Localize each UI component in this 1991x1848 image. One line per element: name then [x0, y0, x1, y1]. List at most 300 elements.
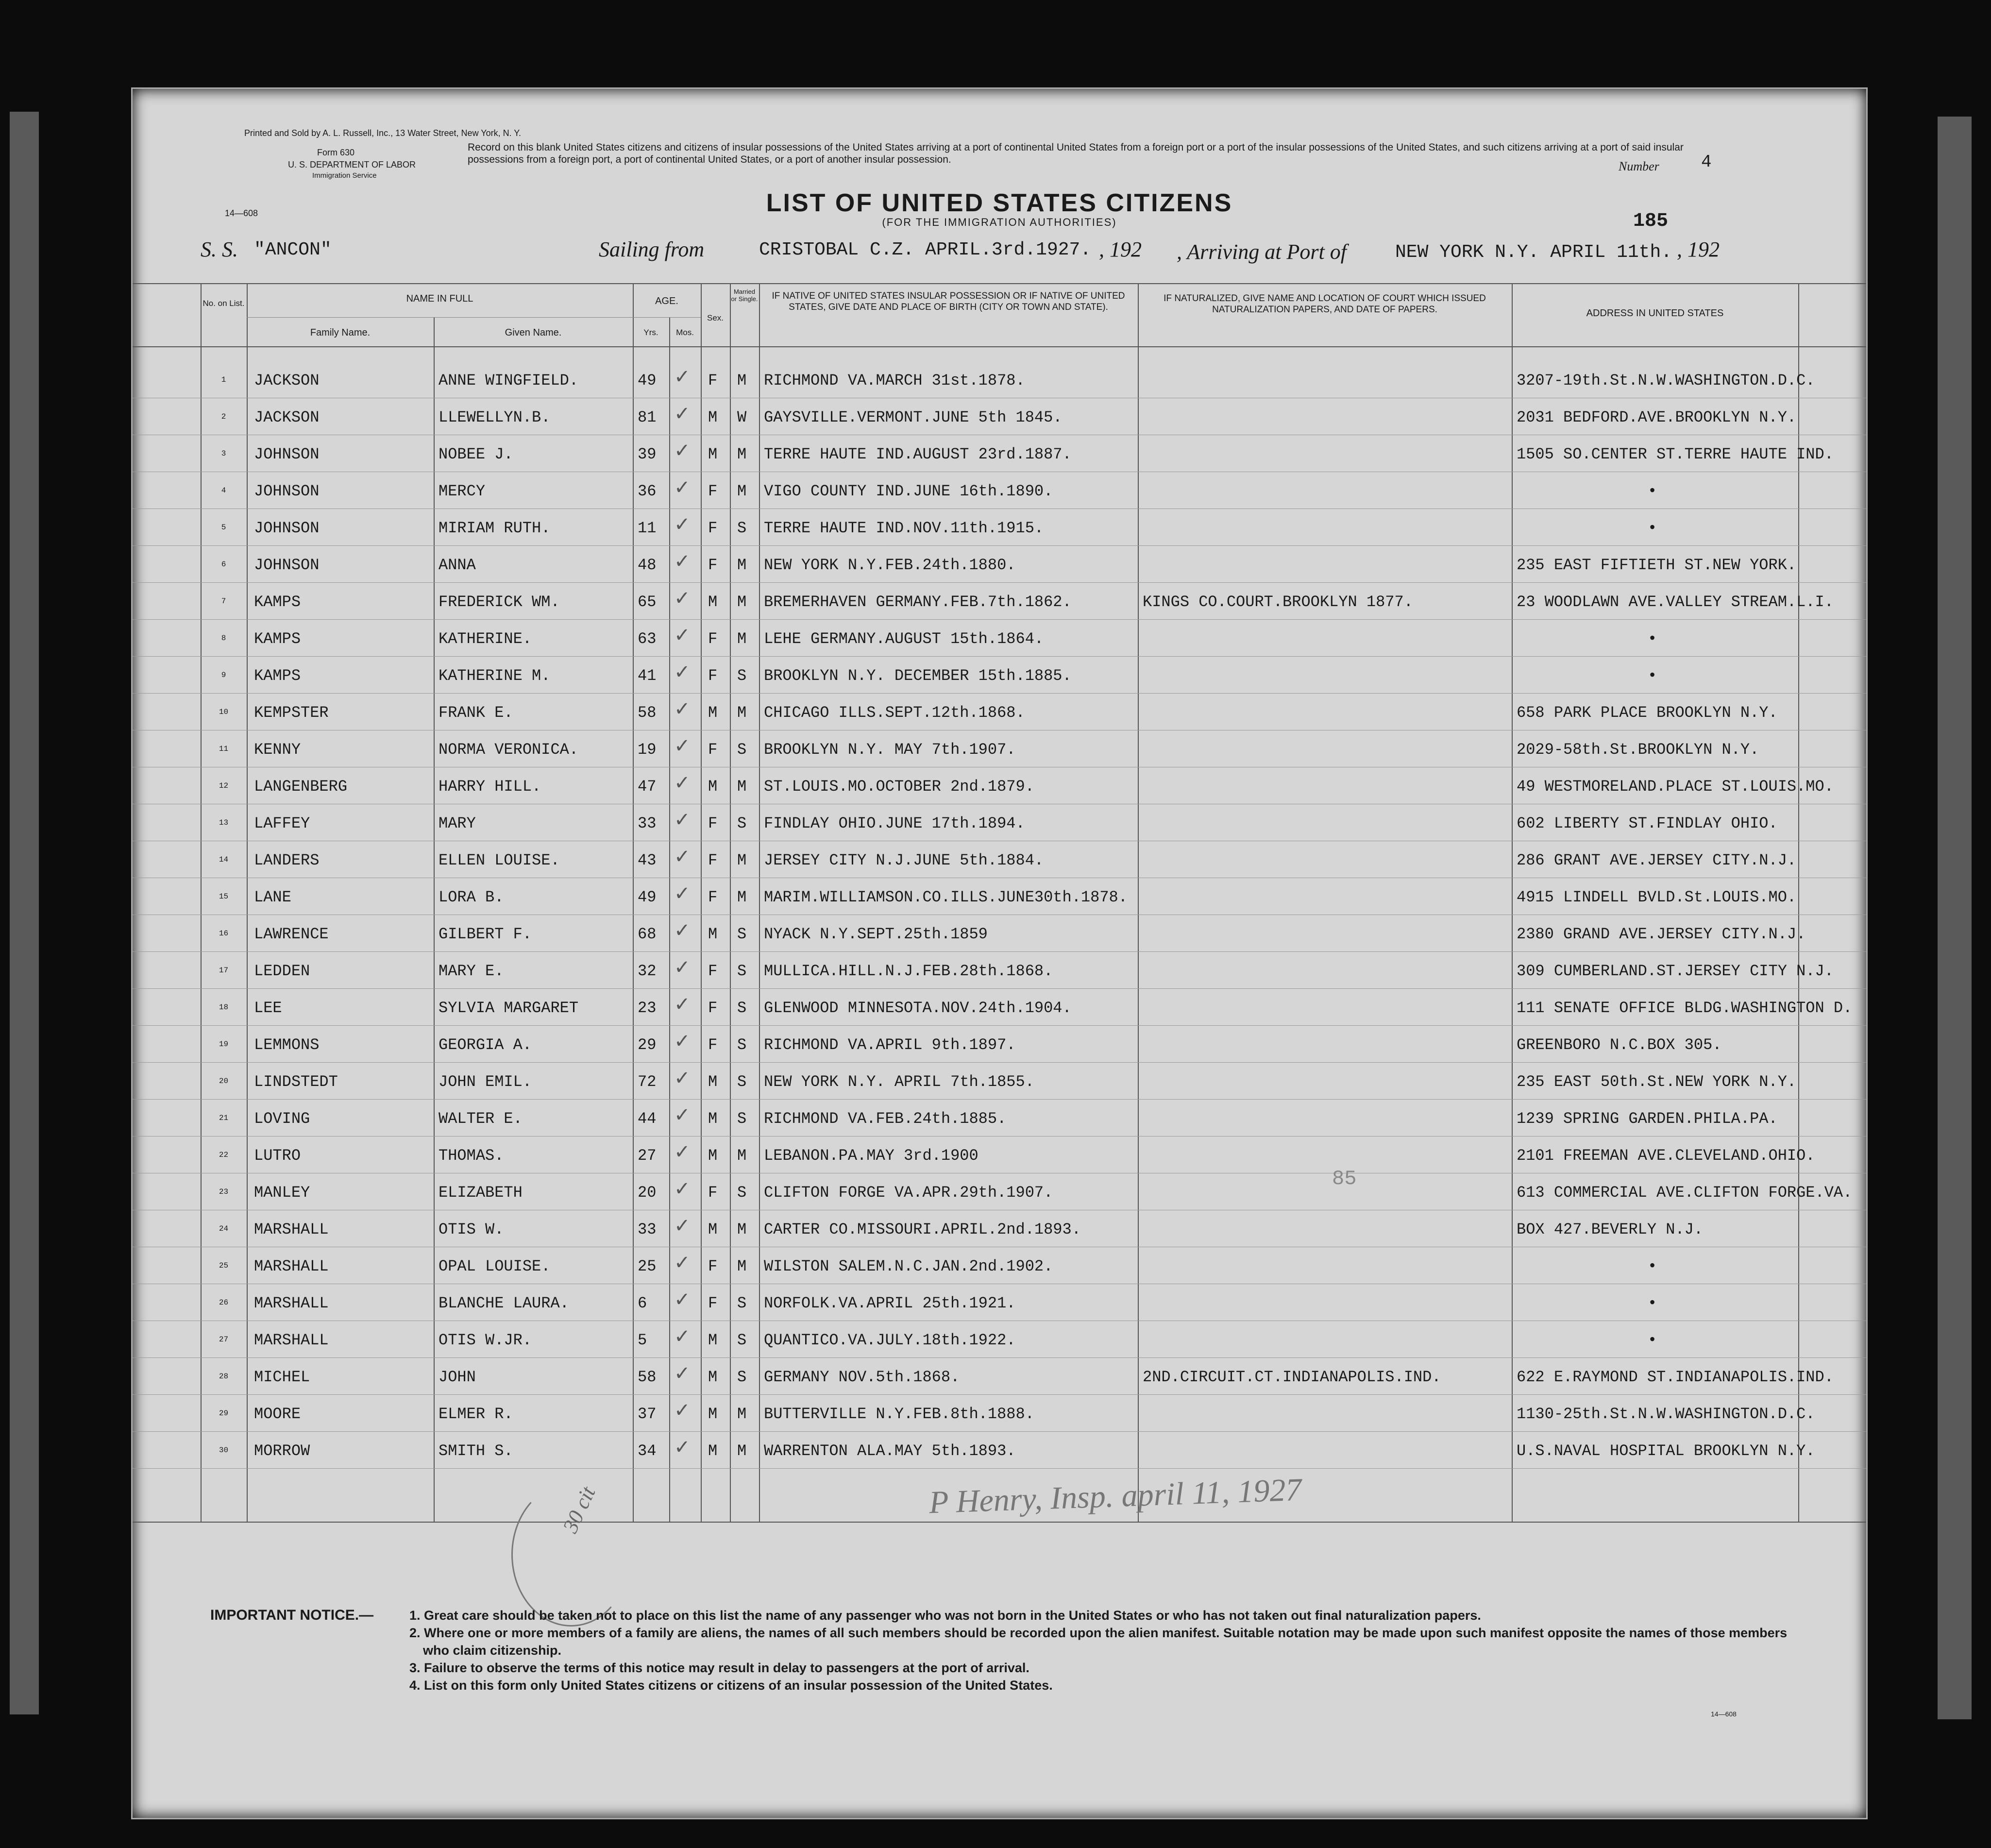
- cell-sex: F: [708, 962, 718, 980]
- cell-age: 11: [638, 519, 657, 537]
- table-row: [133, 1357, 1866, 1395]
- cell-ms: M: [737, 1221, 747, 1238]
- cell-sex: M: [708, 593, 718, 611]
- form-number: Form 630: [317, 148, 355, 157]
- cell-family: MARSHALL: [254, 1257, 329, 1275]
- table-row: [133, 1210, 1866, 1247]
- cell-birth: CARTER CO.MISSOURI.APRIL.2nd.1893.: [764, 1221, 1081, 1238]
- cell-ms: S: [737, 1036, 747, 1054]
- header-bottom-rule: [133, 346, 1866, 347]
- cell-sex: M: [708, 1405, 718, 1423]
- footer-code: 14—608: [1711, 1710, 1737, 1718]
- printer-line: Printed and Sold by A. L. Russell, Inc., 13 Water Street, New York, N. Y.: [244, 128, 521, 138]
- header-family-name: Family Name.: [310, 327, 371, 338]
- checkmark-icon: ✓: [674, 366, 691, 388]
- cell-given: ANNE WINGFIELD.: [439, 372, 579, 390]
- cell-age: 58: [638, 704, 657, 722]
- cell-addr: 3207-19th.St.N.W.WASHINGTON.D.C.: [1517, 372, 1815, 390]
- cell-addr: •: [1648, 482, 1657, 500]
- table-row: [133, 1394, 1866, 1432]
- header-mos: Mos.: [676, 328, 694, 337]
- cell-ms: M: [737, 630, 747, 648]
- checkmark-icon: ✓: [674, 809, 691, 831]
- cell-addr: •: [1648, 1294, 1657, 1312]
- cell-family: MICHEL: [254, 1368, 310, 1386]
- cell-given: THOMAS.: [439, 1147, 504, 1165]
- cell-birth: BREMERHAVEN GERMANY.FEB.7th.1862.: [764, 593, 1072, 611]
- cell-ms: M: [737, 1405, 747, 1423]
- cell-age: 36: [638, 482, 657, 500]
- cell-age: 6: [638, 1294, 647, 1312]
- header-yrs: Yrs.: [643, 328, 658, 337]
- cell-given: BLANCHE LAURA.: [439, 1294, 569, 1312]
- cell-ms: M: [737, 1257, 747, 1275]
- cell-sex: M: [708, 1331, 718, 1349]
- cell-ms: M: [737, 778, 747, 796]
- cell-birth: TERRE HAUTE IND.NOV.11th.1915.: [764, 519, 1044, 537]
- cell-birth: NORFOLK.VA.APRIL 25th.1921.: [764, 1294, 1016, 1312]
- passenger-table-body: [133, 361, 1866, 1492]
- document-subtitle: (FOR THE IMMIGRATION AUTHORITIES): [882, 216, 1117, 228]
- cell-addr: 309 CUMBERLAND.ST.JERSEY CITY N.J.: [1517, 962, 1834, 980]
- cell-given: MIRIAM RUTH.: [439, 519, 551, 537]
- checkmark-icon: ✓: [674, 956, 691, 979]
- cell-sex: M: [708, 925, 718, 943]
- table-row: [133, 509, 1866, 546]
- cell-birth: JERSEY CITY N.J.JUNE 5th.1884.: [764, 851, 1044, 869]
- cell-given: ELMER R.: [439, 1405, 513, 1423]
- cell-no: 7: [221, 597, 226, 606]
- cell-family: JOHNSON: [254, 556, 320, 574]
- cell-addr: 622 E.RAYMOND ST.INDIANAPOLIS.IND.: [1517, 1368, 1834, 1386]
- right-page-edge: [1938, 117, 1972, 1719]
- cell-sex: F: [708, 888, 718, 906]
- cell-sex: F: [708, 556, 718, 574]
- cell-age: 68: [638, 925, 657, 943]
- cell-birth: RICHMOND VA.MARCH 31st.1878.: [764, 372, 1025, 390]
- table-row: [133, 878, 1866, 915]
- name-subrule: [247, 317, 633, 318]
- cell-family: LANE: [254, 888, 291, 906]
- notice-item-3: 3. Failure to observe the terms of this notice may result in delay to passengers at the port of arrival.: [409, 1661, 1029, 1675]
- cell-sex: M: [708, 704, 718, 722]
- cell-addr: 235 EAST FIFTIETH ST.NEW YORK.: [1517, 556, 1797, 574]
- cell-ms: S: [737, 1184, 747, 1202]
- page-number: 185: [1633, 210, 1669, 232]
- cell-no: 27: [219, 1335, 229, 1344]
- table-row: [133, 1025, 1866, 1063]
- cell-birth: BROOKLYN N.Y. MAY 7th.1907.: [764, 741, 1016, 759]
- checkmark-icon: ✓: [674, 1215, 691, 1237]
- cell-age: 81: [638, 408, 657, 426]
- cell-age: 19: [638, 741, 657, 759]
- cell-no: 18: [219, 1003, 229, 1012]
- cell-family: LUTRO: [254, 1147, 301, 1165]
- cell-addr: 1130-25th.St.N.W.WASHINGTON.D.C.: [1517, 1405, 1815, 1423]
- cell-addr: 613 COMMERCIAL AVE.CLIFTON FORGE.VA.: [1517, 1184, 1853, 1202]
- cell-no: 30: [219, 1446, 229, 1455]
- cell-birth: NYACK N.Y.SEPT.25th.1859: [764, 925, 988, 943]
- cell-birth: LEBANON.PA.MAY 3rd.1900: [764, 1147, 979, 1165]
- header-no: No. on List.: [202, 299, 245, 308]
- cell-birth: NEW YORK N.Y.FEB.24th.1880.: [764, 556, 1016, 574]
- manifest-sheet: [131, 87, 1868, 1819]
- checkmark-icon: ✓: [674, 1362, 691, 1385]
- checkmark-icon: ✓: [674, 587, 691, 610]
- cell-age: 48: [638, 556, 657, 574]
- cell-sex: M: [708, 778, 718, 796]
- checkmark-icon: ✓: [674, 624, 691, 646]
- cell-given: ELLEN LOUISE.: [439, 851, 560, 869]
- cell-family: JOHNSON: [254, 482, 320, 500]
- cell-no: 5: [221, 523, 226, 532]
- cell-family: LINDSTEDT: [254, 1073, 338, 1091]
- cell-family: LAWRENCE: [254, 925, 329, 943]
- table-row: [133, 1173, 1866, 1210]
- cell-sex: M: [708, 1073, 718, 1091]
- cell-sex: M: [708, 1110, 718, 1128]
- cell-addr: •: [1648, 1257, 1657, 1275]
- cell-age: 32: [638, 962, 657, 980]
- cell-family: KENNY: [254, 741, 301, 759]
- left-page-edge: [10, 112, 39, 1714]
- cell-addr: 1505 SO.CENTER ST.TERRE HAUTE IND.: [1517, 445, 1834, 463]
- cell-age: 37: [638, 1405, 657, 1423]
- margin-note-bracket: [511, 1483, 631, 1627]
- cell-no: 16: [219, 929, 229, 938]
- cell-birth: RICHMOND VA.APRIL 9th.1897.: [764, 1036, 1016, 1054]
- cell-birth: WILSTON SALEM.N.C.JAN.2nd.1902.: [764, 1257, 1053, 1275]
- table-row: [133, 619, 1866, 657]
- cell-no: 20: [219, 1077, 229, 1085]
- checkmark-icon: ✓: [674, 1141, 691, 1163]
- cell-given: OPAL LOUISE.: [439, 1257, 551, 1275]
- cell-given: JOHN: [439, 1368, 476, 1386]
- cell-no: 21: [219, 1114, 229, 1122]
- cell-given: HARRY HILL.: [439, 778, 541, 796]
- cell-sex: F: [708, 667, 718, 685]
- cell-family: LEDDEN: [254, 962, 310, 980]
- table-row: [133, 730, 1866, 767]
- cell-given: MERCY: [439, 482, 486, 500]
- cell-no: 12: [219, 781, 229, 790]
- cell-family: JACKSON: [254, 408, 320, 426]
- cell-no: 29: [219, 1409, 229, 1418]
- table-row: [133, 361, 1866, 398]
- cell-age: 27: [638, 1147, 657, 1165]
- table-row: [133, 1247, 1866, 1284]
- table-top-rule: [133, 283, 1866, 284]
- notice-label: IMPORTANT NOTICE.—: [210, 1607, 374, 1623]
- cell-addr: 4915 LINDELL BVLD.St.LOUIS.MO.: [1517, 888, 1797, 906]
- cell-no: 6: [221, 560, 226, 569]
- cell-family: LOVING: [254, 1110, 310, 1128]
- sailing-label: Sailing from: [599, 237, 705, 261]
- checkmark-icon: ✓: [674, 1289, 691, 1311]
- cell-family: MARSHALL: [254, 1331, 329, 1349]
- table-row: [133, 841, 1866, 878]
- cell-given: LORA B.: [439, 888, 504, 906]
- checkmark-icon: ✓: [674, 1030, 691, 1052]
- checkmark-icon: ✓: [674, 882, 691, 905]
- cell-given: ELIZABETH: [439, 1184, 523, 1202]
- table-bottom-rule: [133, 1522, 1866, 1523]
- cell-no: 1: [221, 375, 226, 384]
- cell-addr: U.S.NAVAL HOSPITAL BROOKLYN N.Y.: [1517, 1442, 1815, 1460]
- inspector-signature: P Henry, Insp. april 11, 1927: [928, 1472, 1302, 1521]
- cell-ms: M: [737, 593, 747, 611]
- notice-item-4: 4. List on this form only United States citizens or citizens of an insular possession of the United States.: [409, 1678, 1053, 1693]
- cell-given: GILBERT F.: [439, 925, 532, 943]
- cell-no: 13: [219, 818, 229, 827]
- cell-no: 23: [219, 1187, 229, 1196]
- cell-family: LANDERS: [254, 851, 320, 869]
- cell-given: OTIS W.JR.: [439, 1331, 532, 1349]
- table-row: [133, 435, 1866, 472]
- cell-ms: M: [737, 556, 747, 574]
- cell-addr: 602 LIBERTY ST.FINDLAY OHIO.: [1517, 814, 1778, 832]
- cell-addr: 1239 SPRING GARDEN.PHILA.PA.: [1517, 1110, 1778, 1128]
- checkmark-icon: ✓: [674, 772, 691, 794]
- cell-no: 25: [219, 1261, 229, 1270]
- table-row: [133, 656, 1866, 694]
- age-subrule: [633, 317, 701, 318]
- cell-sex: F: [708, 630, 718, 648]
- cell-family: LEMMONS: [254, 1036, 320, 1054]
- header-given-name: Given Name.: [505, 327, 562, 338]
- cell-family: LAFFEY: [254, 814, 310, 832]
- cell-family: MARSHALL: [254, 1294, 329, 1312]
- cell-no: 15: [219, 892, 229, 901]
- cell-birth: FINDLAY OHIO.JUNE 17th.1894.: [764, 814, 1025, 832]
- cell-birth: GAYSVILLE.VERMONT.JUNE 5th 1845.: [764, 408, 1063, 426]
- checkmark-icon: ✓: [674, 661, 691, 683]
- cell-no: 4: [221, 486, 226, 495]
- cell-ms: S: [737, 1294, 747, 1312]
- header-naturalized: IF NATURALIZED, GIVE NAME AND LOCATION OF COURT WHICH ISSUED NATURALIZATION PAPERS, AND DATE OF PAPERS.: [1164, 293, 1486, 315]
- cell-birth: TERRE HAUTE IND.AUGUST 23rd.1887.: [764, 445, 1072, 463]
- table-row: [133, 951, 1866, 989]
- cell-sex: M: [708, 1368, 718, 1386]
- cell-addr: 286 GRANT AVE.JERSEY CITY.N.J.: [1517, 851, 1797, 869]
- table-row: [133, 1099, 1866, 1136]
- sailing-value: CRISTOBAL C.Z. APRIL.3rd.1927.: [759, 239, 1092, 260]
- checkmark-icon: ✓: [674, 403, 691, 425]
- cell-age: 65: [638, 593, 657, 611]
- table-row: [133, 1431, 1866, 1469]
- cell-addr: 2380 GRAND AVE.JERSEY CITY.N.J.: [1517, 925, 1806, 943]
- cell-family: JOHNSON: [254, 519, 320, 537]
- cell-sex: M: [708, 445, 718, 463]
- cell-age: 20: [638, 1184, 657, 1202]
- cell-ms: M: [737, 1147, 747, 1165]
- cell-given: JOHN EMIL.: [439, 1073, 532, 1091]
- table-row: [133, 1321, 1866, 1358]
- cell-age: 23: [638, 999, 657, 1017]
- cell-no: 10: [219, 708, 229, 716]
- cell-no: 26: [219, 1298, 229, 1307]
- table-row: [133, 545, 1866, 583]
- cell-sex: F: [708, 1184, 718, 1202]
- cell-given: SMITH S.: [439, 1442, 513, 1460]
- cell-given: SYLVIA MARGARET: [439, 999, 579, 1017]
- cell-sex: F: [708, 372, 718, 390]
- cell-addr: •: [1648, 1331, 1657, 1349]
- checkmark-icon: ✓: [674, 1104, 691, 1126]
- checkmark-icon: ✓: [674, 735, 691, 757]
- cell-age: 49: [638, 372, 657, 390]
- cell-age: 29: [638, 1036, 657, 1054]
- cell-birth: GLENWOOD MINNESOTA.NOV.24th.1904.: [764, 999, 1072, 1017]
- cell-birth: MULLICA.HILL.N.J.FEB.28th.1868.: [764, 962, 1053, 980]
- cell-family: KEMPSTER: [254, 704, 329, 722]
- table-row: [133, 693, 1866, 730]
- cell-given: KATHERINE.: [439, 630, 532, 648]
- cell-ms: M: [737, 851, 747, 869]
- cell-no: 3: [221, 449, 226, 458]
- table-row: [133, 915, 1866, 952]
- cell-sex: F: [708, 482, 718, 500]
- cell-birth: RICHMOND VA.FEB.24th.1885.: [764, 1110, 1007, 1128]
- cell-addr: 2029-58th.St.BROOKLYN N.Y.: [1517, 741, 1759, 759]
- checkmark-icon: ✓: [674, 1067, 691, 1089]
- checkmark-icon: ✓: [674, 550, 691, 573]
- year-field-1: , 192: [1099, 237, 1142, 261]
- cell-given: ANNA: [439, 556, 476, 574]
- cell-age: 58: [638, 1368, 657, 1386]
- cell-birth: ST.LOUIS.MO.OCTOBER 2nd.1879.: [764, 778, 1034, 796]
- cell-ms: S: [737, 741, 747, 759]
- header-birthplace: IF NATIVE OF UNITED STATES INSULAR POSSESSION OR IF NATIVE OF UNITED STATES, GIVE DATE AND PLACE OF BIRTH (CITY OR TOWN AND STATE).: [772, 291, 1125, 312]
- cell-birth: BUTTERVILLE N.Y.FEB.8th.1888.: [764, 1405, 1034, 1423]
- cell-given: WALTER E.: [439, 1110, 523, 1128]
- cell-given: LLEWELLYN.B.: [439, 408, 551, 426]
- cell-birth: CLIFTON FORGE VA.APR.29th.1907.: [764, 1184, 1053, 1202]
- cell-no: 14: [219, 855, 229, 864]
- cell-nat: 2ND.CIRCUIT.CT.INDIANAPOLIS.IND.: [1143, 1368, 1441, 1386]
- table-row: [133, 804, 1866, 841]
- cell-addr: GREENBORO N.C.BOX 305.: [1517, 1036, 1722, 1054]
- cell-sex: F: [708, 1294, 718, 1312]
- cell-sex: F: [708, 1257, 718, 1275]
- cell-given: FRANK E.: [439, 704, 513, 722]
- cell-nat: KINGS CO.COURT.BROOKLYN 1877.: [1143, 593, 1413, 611]
- checkmark-icon: ✓: [674, 1399, 691, 1422]
- cell-ms: M: [737, 1442, 747, 1460]
- form-code: 14—608: [225, 208, 258, 218]
- checkmark-icon: ✓: [674, 1325, 691, 1348]
- cell-ms: S: [737, 1073, 747, 1091]
- cell-no: 24: [219, 1224, 229, 1233]
- cell-no: 2: [221, 412, 226, 421]
- cell-sex: M: [708, 408, 718, 426]
- cell-ms: S: [737, 1331, 747, 1349]
- stamp-mark: 85: [1332, 1167, 1357, 1190]
- cell-family: LANGENBERG: [254, 778, 348, 796]
- cell-addr: •: [1648, 630, 1657, 648]
- cell-family: LEE: [254, 999, 282, 1017]
- cell-sex: F: [708, 814, 718, 832]
- number-value: 4: [1701, 152, 1712, 172]
- arriving-label: , Arriving at Port of: [1177, 240, 1347, 264]
- cell-ms: S: [737, 1110, 747, 1128]
- checkmark-icon: ✓: [674, 993, 691, 1016]
- cell-birth: QUANTICO.VA.JULY.18th.1922.: [764, 1331, 1016, 1349]
- cell-sex: F: [708, 851, 718, 869]
- cell-no: 28: [219, 1372, 229, 1381]
- table-row: [133, 767, 1866, 804]
- cell-ms: S: [737, 519, 747, 537]
- cell-ms: S: [737, 1368, 747, 1386]
- cell-ms: S: [737, 999, 747, 1017]
- cell-age: 25: [638, 1257, 657, 1275]
- cell-sex: M: [708, 1221, 718, 1238]
- cell-addr: 2101 FREEMAN AVE.CLEVELAND.OHIO.: [1517, 1147, 1815, 1165]
- margin-note-30-cit: 30 cit: [558, 1483, 600, 1537]
- cell-given: NORMA VERONICA.: [439, 741, 579, 759]
- cell-no: 11: [219, 745, 229, 753]
- cell-family: KAMPS: [254, 667, 301, 685]
- table-row: [133, 582, 1866, 620]
- checkmark-icon: ✓: [674, 513, 691, 536]
- header-sex: Sex.: [707, 313, 724, 322]
- table-row: [133, 398, 1866, 435]
- cell-no: 19: [219, 1040, 229, 1049]
- cell-age: 39: [638, 445, 657, 463]
- cell-addr: 49 WESTMORELAND.PLACE ST.LOUIS.MO.: [1517, 778, 1834, 796]
- cell-given: FREDERICK WM.: [439, 593, 560, 611]
- cell-ms: M: [737, 704, 747, 722]
- year-field-2: , 192: [1677, 237, 1720, 261]
- cell-family: JACKSON: [254, 372, 320, 390]
- checkmark-icon: ✓: [674, 846, 691, 868]
- cell-family: KAMPS: [254, 630, 301, 648]
- cell-ms: W: [737, 408, 747, 426]
- ship-name: "ANCON": [254, 239, 332, 260]
- cell-age: 5: [638, 1331, 647, 1349]
- cell-family: JOHNSON: [254, 445, 320, 463]
- cell-sex: F: [708, 741, 718, 759]
- cell-ms: S: [737, 925, 747, 943]
- cell-given: MARY: [439, 814, 476, 832]
- cell-no: 17: [219, 966, 229, 975]
- cell-given: KATHERINE M.: [439, 667, 551, 685]
- cell-age: 33: [638, 814, 657, 832]
- cell-addr: 111 SENATE OFFICE BLDG.WASHINGTON D.: [1517, 999, 1853, 1017]
- cell-birth: NEW YORK N.Y. APRIL 7th.1855.: [764, 1073, 1034, 1091]
- cell-age: 47: [638, 778, 657, 796]
- ship-label: S. S.: [201, 237, 238, 261]
- cell-no: 22: [219, 1151, 229, 1159]
- header-address: ADDRESS IN UNITED STATES: [1586, 308, 1724, 319]
- cell-birth: WARRENTON ALA.MAY 5th.1893.: [764, 1442, 1016, 1460]
- cell-addr: 235 EAST 50th.St.NEW YORK N.Y.: [1517, 1073, 1797, 1091]
- cell-age: 33: [638, 1221, 657, 1238]
- cell-no: 8: [221, 634, 226, 643]
- cell-family: MOORE: [254, 1405, 301, 1423]
- cell-family: MANLEY: [254, 1184, 310, 1202]
- cell-no: 9: [221, 671, 226, 679]
- cell-addr: 658 PARK PLACE BROOKLYN N.Y.: [1517, 704, 1778, 722]
- notice-item-1: 1. Great care should be taken not to place on this list the name of any passenger who was not born in the United States or who has not taken out final naturalization papers.: [409, 1608, 1481, 1623]
- cell-addr: 2031 BEDFORD.AVE.BROOKLYN N.Y.: [1517, 408, 1797, 426]
- document-title: LIST OF UNITED STATES CITIZENS: [766, 189, 1233, 217]
- cell-sex: F: [708, 999, 718, 1017]
- cell-ms: M: [737, 372, 747, 390]
- cell-age: 49: [638, 888, 657, 906]
- checkmark-icon: ✓: [674, 440, 691, 462]
- cell-age: 63: [638, 630, 657, 648]
